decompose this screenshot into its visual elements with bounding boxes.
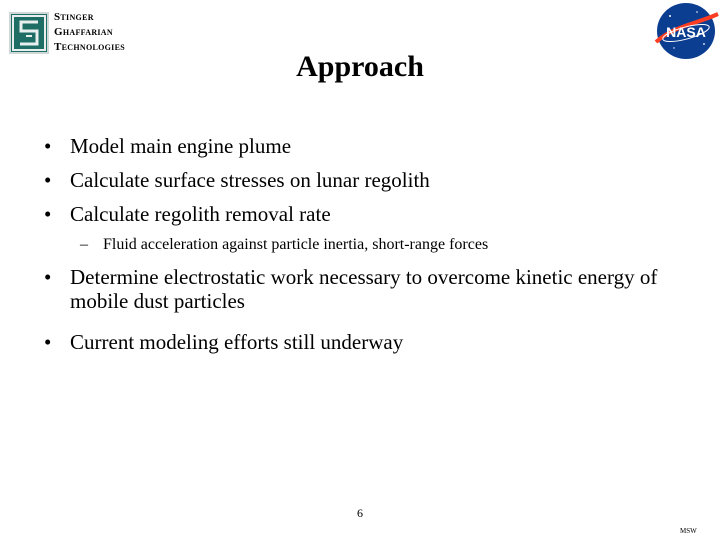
company-name <box>54 10 125 55</box>
bullet-text: Calculate regolith removal rate <box>70 202 331 226</box>
bullet-marker: • <box>44 168 52 192</box>
company-name-line-1: Stinger <box>54 11 94 23</box>
bullet-marker: • <box>44 202 52 226</box>
company-logo <box>9 10 125 55</box>
page-number: 6 <box>357 506 363 520</box>
author-initials: MSW <box>680 527 697 535</box>
company-name-line-3: Technologies <box>54 41 125 53</box>
sub-bullet-text: Fluid acceleration against particle inertia, short-range forces <box>103 236 489 253</box>
bullet-marker: • <box>44 134 52 158</box>
sgt-logo-icon <box>9 12 49 54</box>
bullet-text: Current modeling efforts still underway <box>70 330 404 354</box>
bullet-text: Determine electrostatic work necessary to overcome kinetic energy of mobile dust particles <box>70 265 658 313</box>
sub-bullet-marker: – <box>80 236 88 253</box>
bullet-text: Calculate surface stresses on lunar regolith <box>70 168 430 192</box>
bullet-text: Model main engine plume <box>70 134 292 158</box>
nasa-logo-text: NASA <box>666 24 706 40</box>
bullet-marker: • <box>44 330 52 354</box>
bullet-marker: • <box>44 265 52 289</box>
slide-title: Approach <box>296 50 424 83</box>
company-name-line-2: Ghaffarian <box>54 26 113 38</box>
